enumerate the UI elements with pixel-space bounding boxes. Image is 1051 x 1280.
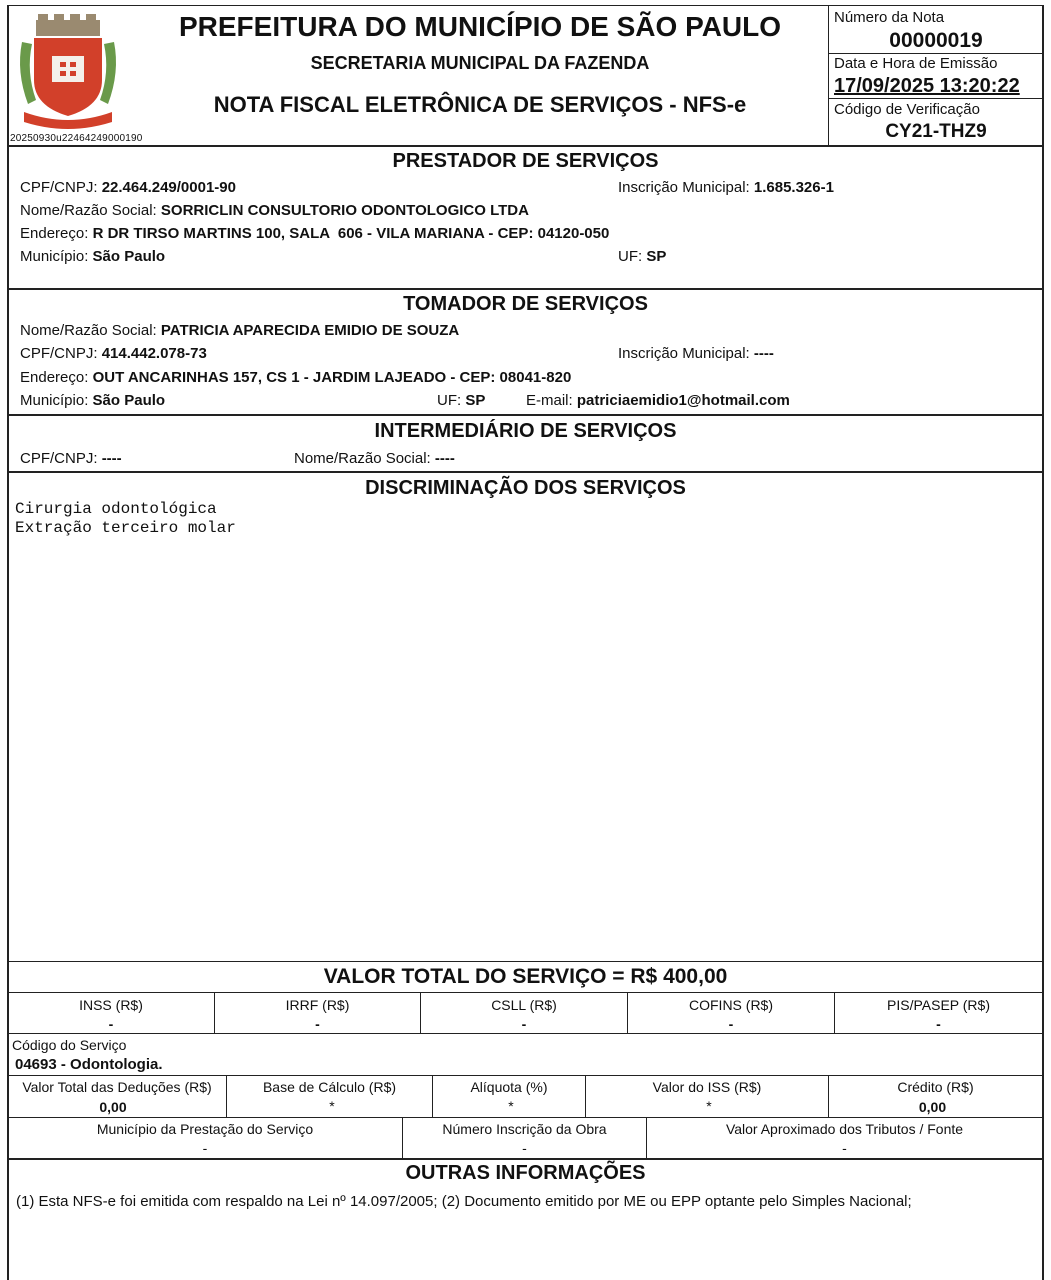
header-box-divider bbox=[828, 5, 829, 145]
tomador-municipio-row bbox=[20, 392, 165, 409]
prestador-cpf-row bbox=[20, 179, 236, 196]
prestador-uf-row bbox=[618, 248, 666, 265]
prestador-municipio-label: Município: bbox=[20, 248, 89, 265]
prestador-cpf-label: CPF/CNPJ: bbox=[20, 179, 98, 196]
municipio-prestacao-value: - bbox=[202, 1140, 208, 1156]
credito-label: Crédito (R$) bbox=[897, 1079, 974, 1095]
coat-of-arms-logo bbox=[14, 12, 122, 132]
aliquota-label: Alíquota (%) bbox=[470, 1079, 548, 1095]
municipio-prestacao-label: Município da Prestação do Serviço bbox=[96, 1121, 314, 1137]
intermediario-nome-value: ---- bbox=[434, 450, 455, 467]
outras-title: OUTRAS INFORMAÇÕES bbox=[405, 1162, 646, 1184]
valor-iss-label: Valor do ISS (R$) bbox=[652, 1079, 762, 1095]
tomador-nome-row bbox=[20, 322, 459, 339]
servico-value: 04693 - Odontologia. bbox=[15, 1056, 163, 1073]
tributo-cofins-value: - bbox=[728, 1016, 734, 1032]
prestador-uf-label: UF: bbox=[618, 248, 643, 265]
discriminacao-line-1: Cirurgia odontológica bbox=[15, 500, 217, 518]
tributo-pis-value: - bbox=[936, 1016, 941, 1032]
discriminacao-line-2: Extração terceiro molar bbox=[15, 519, 236, 537]
emissao-label: Data e Hora de Emissão bbox=[834, 55, 998, 72]
inscricao-obra-label: Número Inscrição da Obra bbox=[442, 1121, 607, 1137]
intermediario-cpf-value: ---- bbox=[101, 450, 122, 467]
tributo-csll-value: - bbox=[521, 1016, 527, 1032]
intermediario-cpf-row bbox=[20, 450, 122, 467]
frame-top bbox=[7, 5, 1044, 6]
credito-value: 0,00 bbox=[918, 1099, 947, 1115]
tomador-uf-row bbox=[437, 392, 485, 409]
tributo-cofins-label: COFINS (R$) bbox=[689, 997, 773, 1013]
tomador-email-value: patriciaemidio1@hotmail.com bbox=[576, 392, 790, 409]
tomador-uf-label: UF: bbox=[437, 392, 462, 409]
tributos-fonte-value: - bbox=[842, 1140, 847, 1156]
prestador-endereco-label: Endereço: bbox=[20, 225, 89, 242]
valor-iss-value: * bbox=[706, 1098, 712, 1114]
inscricao-obra-value: - bbox=[522, 1140, 527, 1156]
tomador-title: TOMADOR DE SERVIÇOS bbox=[403, 293, 648, 315]
deducoes-label: Valor Total das Deduções (R$) bbox=[22, 1079, 212, 1095]
secretaria-title: SECRETARIA MUNICIPAL DA FAZENDA bbox=[310, 53, 650, 73]
numero-value: 00000019 bbox=[889, 29, 983, 52]
prestador-endereco-row bbox=[20, 225, 609, 242]
verificacao-value: CY21-THZ9 bbox=[885, 121, 987, 142]
tomador-email-row bbox=[526, 392, 790, 409]
header-bottom-line bbox=[7, 145, 1044, 147]
prestador-title: PRESTADOR DE SERVIÇOS bbox=[392, 150, 659, 172]
tomador-im-value: ---- bbox=[753, 345, 774, 362]
header-box-line-2 bbox=[828, 98, 1043, 99]
tributo-irrf-value: - bbox=[315, 1016, 320, 1032]
tributo-csll-label: CSLL (R$) bbox=[491, 997, 557, 1013]
deducoes-value: 0,00 bbox=[99, 1099, 127, 1115]
header-box-line-1 bbox=[828, 53, 1043, 54]
intermediario-cpf-label: CPF/CNPJ: bbox=[20, 450, 98, 467]
tomador-municipio-label: Município: bbox=[20, 392, 89, 409]
tributos-bottom-line bbox=[7, 1033, 1044, 1034]
intermediario-nome-row bbox=[294, 450, 455, 467]
calculo-bottom-line bbox=[7, 1117, 1044, 1118]
intermediario-bottom-line bbox=[7, 471, 1044, 473]
prestador-im-value: 1.685.326-1 bbox=[753, 179, 834, 196]
tributo-inss-label: INSS (R$) bbox=[79, 997, 143, 1013]
tributos-fonte-label: Valor Aproximado dos Tributos / Fonte bbox=[725, 1121, 964, 1137]
tributo-inss-value: - bbox=[108, 1016, 114, 1032]
intermediario-title: INTERMEDIÁRIO DE SERVIÇOS bbox=[374, 420, 677, 442]
outras-text: (1) Esta NFS-e foi emitida com respaldo na Lei nº 14.097/2005; (2) Documento emitido por ME ou EPP optante pelo Simples Nacional; bbox=[16, 1193, 912, 1210]
prestador-municipio-row bbox=[20, 248, 165, 265]
servico-bottom-line bbox=[7, 1075, 1044, 1076]
prestador-im-label: Inscrição Municipal: bbox=[618, 179, 750, 196]
tomador-im-label: Inscrição Municipal: bbox=[618, 345, 750, 362]
servico-label: Código do Serviço bbox=[12, 1037, 127, 1053]
tomador-endereco-label: Endereço: bbox=[20, 369, 89, 386]
aliquota-value: * bbox=[508, 1098, 514, 1114]
tomador-cpf-value: 414.442.078-73 bbox=[101, 345, 207, 362]
prestador-nome-value: SORRICLIN CONSULTORIO ODONTOLOGICO LTDA bbox=[160, 202, 529, 219]
valor-total-line bbox=[7, 992, 1044, 993]
prestador-bottom-line bbox=[7, 288, 1044, 290]
base-calculo-label: Base de Cálculo (R$) bbox=[262, 1079, 397, 1095]
tomador-cpf-label: CPF/CNPJ: bbox=[20, 345, 98, 362]
prefeitura-title: PREFEITURA DO MUNICÍPIO DE SÃO PAULO bbox=[178, 11, 782, 42]
frame-right bbox=[1042, 5, 1044, 1280]
prestador-im-row bbox=[618, 179, 834, 196]
barcode-text: 20250930u22464249000190 bbox=[10, 133, 143, 144]
tomador-cpf-row bbox=[20, 345, 207, 362]
prestador-nome-label: Nome/Razão Social: bbox=[20, 202, 157, 219]
tributo-pis-label: PIS/PASEP (R$) bbox=[887, 997, 990, 1013]
emissao-value: 17/09/2025 13:20:22 bbox=[834, 75, 1020, 97]
intermediario-nome-label: Nome/Razão Social: bbox=[294, 450, 431, 467]
valor-total: VALOR TOTAL DO SERVIÇO = R$ 400,00 bbox=[323, 965, 728, 988]
tomador-nome-value: PATRICIA APARECIDA EMIDIO DE SOUZA bbox=[160, 322, 460, 339]
base-calculo-value: * bbox=[329, 1098, 335, 1114]
tomador-endereco-value: OUT ANCARINHAS 157, CS 1 - JARDIM LAJEADO - CEP: 08041-820 bbox=[92, 369, 572, 386]
tomador-endereco-row bbox=[20, 369, 571, 386]
discriminacao-title: DISCRIMINAÇÃO DOS SERVIÇOS bbox=[365, 477, 686, 499]
tributo-irrf-label: IRRF (R$) bbox=[285, 997, 350, 1013]
tomador-bottom-line bbox=[7, 414, 1044, 416]
prestador-endereco-value: R DR TIRSO MARTINS 100, SALA 606 - VILA MARIANA - CEP: 04120-050 bbox=[92, 225, 610, 242]
numero-label: Número da Nota bbox=[834, 9, 945, 26]
tomador-uf-value: SP bbox=[465, 392, 486, 409]
discriminacao-bottom-line bbox=[7, 961, 1044, 962]
verificacao-label: Código de Verificação bbox=[834, 101, 980, 118]
prestador-municipio-value: São Paulo bbox=[92, 248, 166, 265]
tomador-nome-label: Nome/Razão Social: bbox=[20, 322, 157, 339]
tomador-im-row bbox=[618, 345, 774, 362]
tomador-municipio-value: São Paulo bbox=[92, 392, 166, 409]
prestador-nome-row bbox=[20, 202, 529, 219]
prestador-uf-value: SP bbox=[646, 248, 667, 265]
prestacao-bottom-line bbox=[7, 1158, 1044, 1160]
tomador-email-label: E-mail: bbox=[526, 392, 573, 409]
prestador-cpf-value: 22.464.249/0001-90 bbox=[101, 179, 236, 196]
document-title: NOTA FISCAL ELETRÔNICA DE SERVIÇOS - NFS-e bbox=[213, 92, 747, 117]
